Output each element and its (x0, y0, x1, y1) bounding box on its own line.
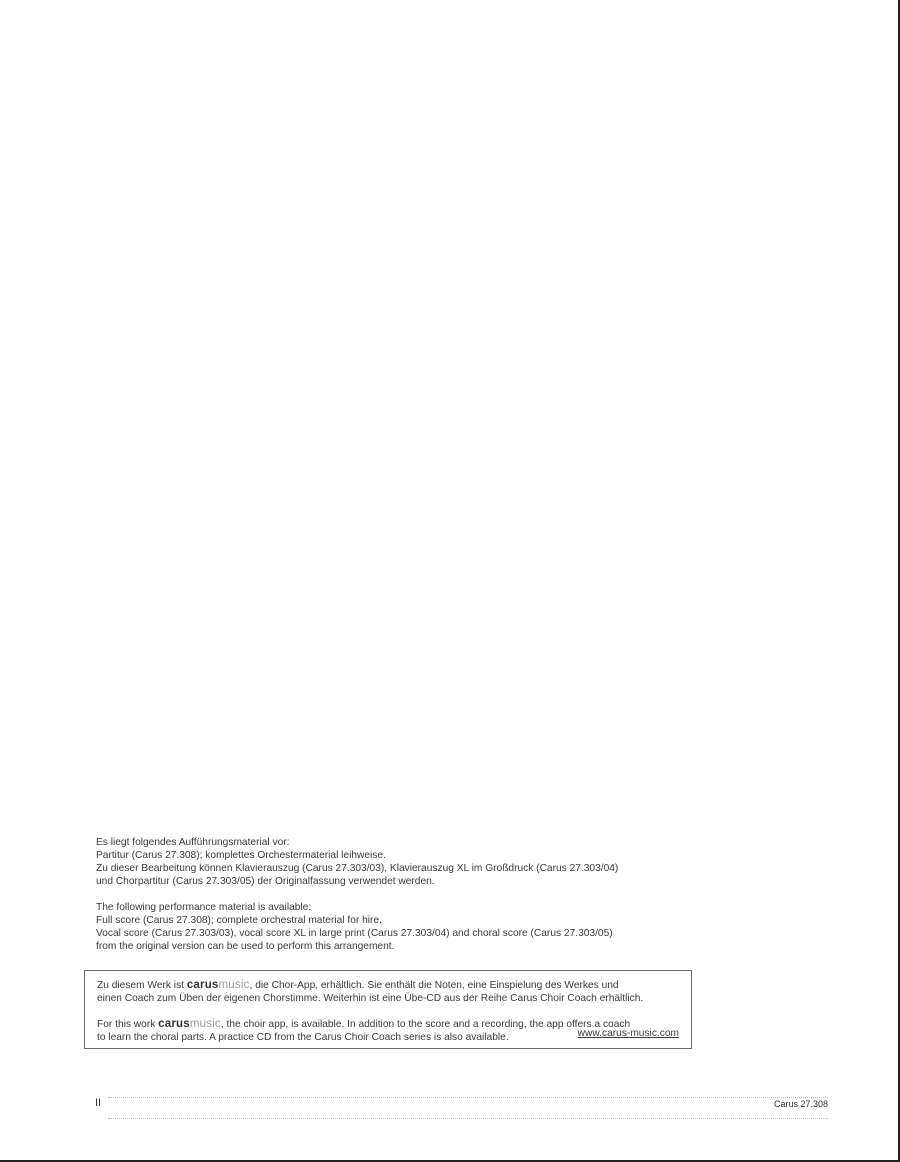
material-en-line: Full score (Carus 27.308); complete orchestral material for hire. (96, 915, 382, 926)
material-de-line: Partitur (Carus 27.308); komplettes Orchestermaterial leihweise. (96, 850, 386, 861)
app-notice-en-line2: to learn the choral parts. A practice CD from the Carus Choir Coach series is also available. (97, 1032, 509, 1043)
material-en-line: Vocal score (Carus 27.303/03), vocal score XL in large print (Carus 27.303/04) and choral score (Carus 27.303/05) (96, 928, 613, 939)
material-de-line: und Chorpartitur (Carus 27.303/05) der Originalfassung verwendet werden. (96, 876, 435, 887)
material-de-heading: Es liegt folgendes Aufführungsmaterial vor: (96, 837, 290, 848)
app-notice-de-line2: einen Coach zum Üben der eigenen Chorstimme. Weiterhin ist eine Übe-CD aus der Reihe Carus Choir Coach erhältlich. (97, 993, 644, 1004)
carus-music-logo: carusmusic (158, 1018, 221, 1030)
material-en-line: from the original version can be used to perform this arrangement. (96, 941, 395, 952)
footer-rule-bottom (108, 1118, 828, 1119)
material-german (96, 836, 736, 888)
choir-app-notice (84, 970, 692, 1049)
material-de-line: Zu dieser Bearbeitung können Klavierauszug (Carus 27.303/03), Klavierauszug XL im Großdruck (Carus 27.303/04) (96, 863, 619, 874)
app-notice-de: Zu diesem Werk ist carusmusic, die Chor-App, erhältlich. Sie enthält die Noten, eine Einspielung des Werkes und (97, 979, 619, 991)
app-notice-en: For this work carusmusic, the choir app, is available. In addition to the score and a recording, the app offers a coach (97, 1018, 631, 1030)
footer-rule-top (108, 1097, 828, 1098)
performance-material (96, 836, 736, 966)
catalog-number: Carus 27.308 (773, 1099, 828, 1109)
material-en-heading: The following performance material is available: (96, 902, 312, 913)
material-english (96, 901, 736, 953)
page-number: II (95, 1097, 102, 1109)
carus-music-logo: carusmusic (186, 979, 250, 991)
carus-website-link[interactable]: www.carus-music.com (577, 1028, 679, 1039)
